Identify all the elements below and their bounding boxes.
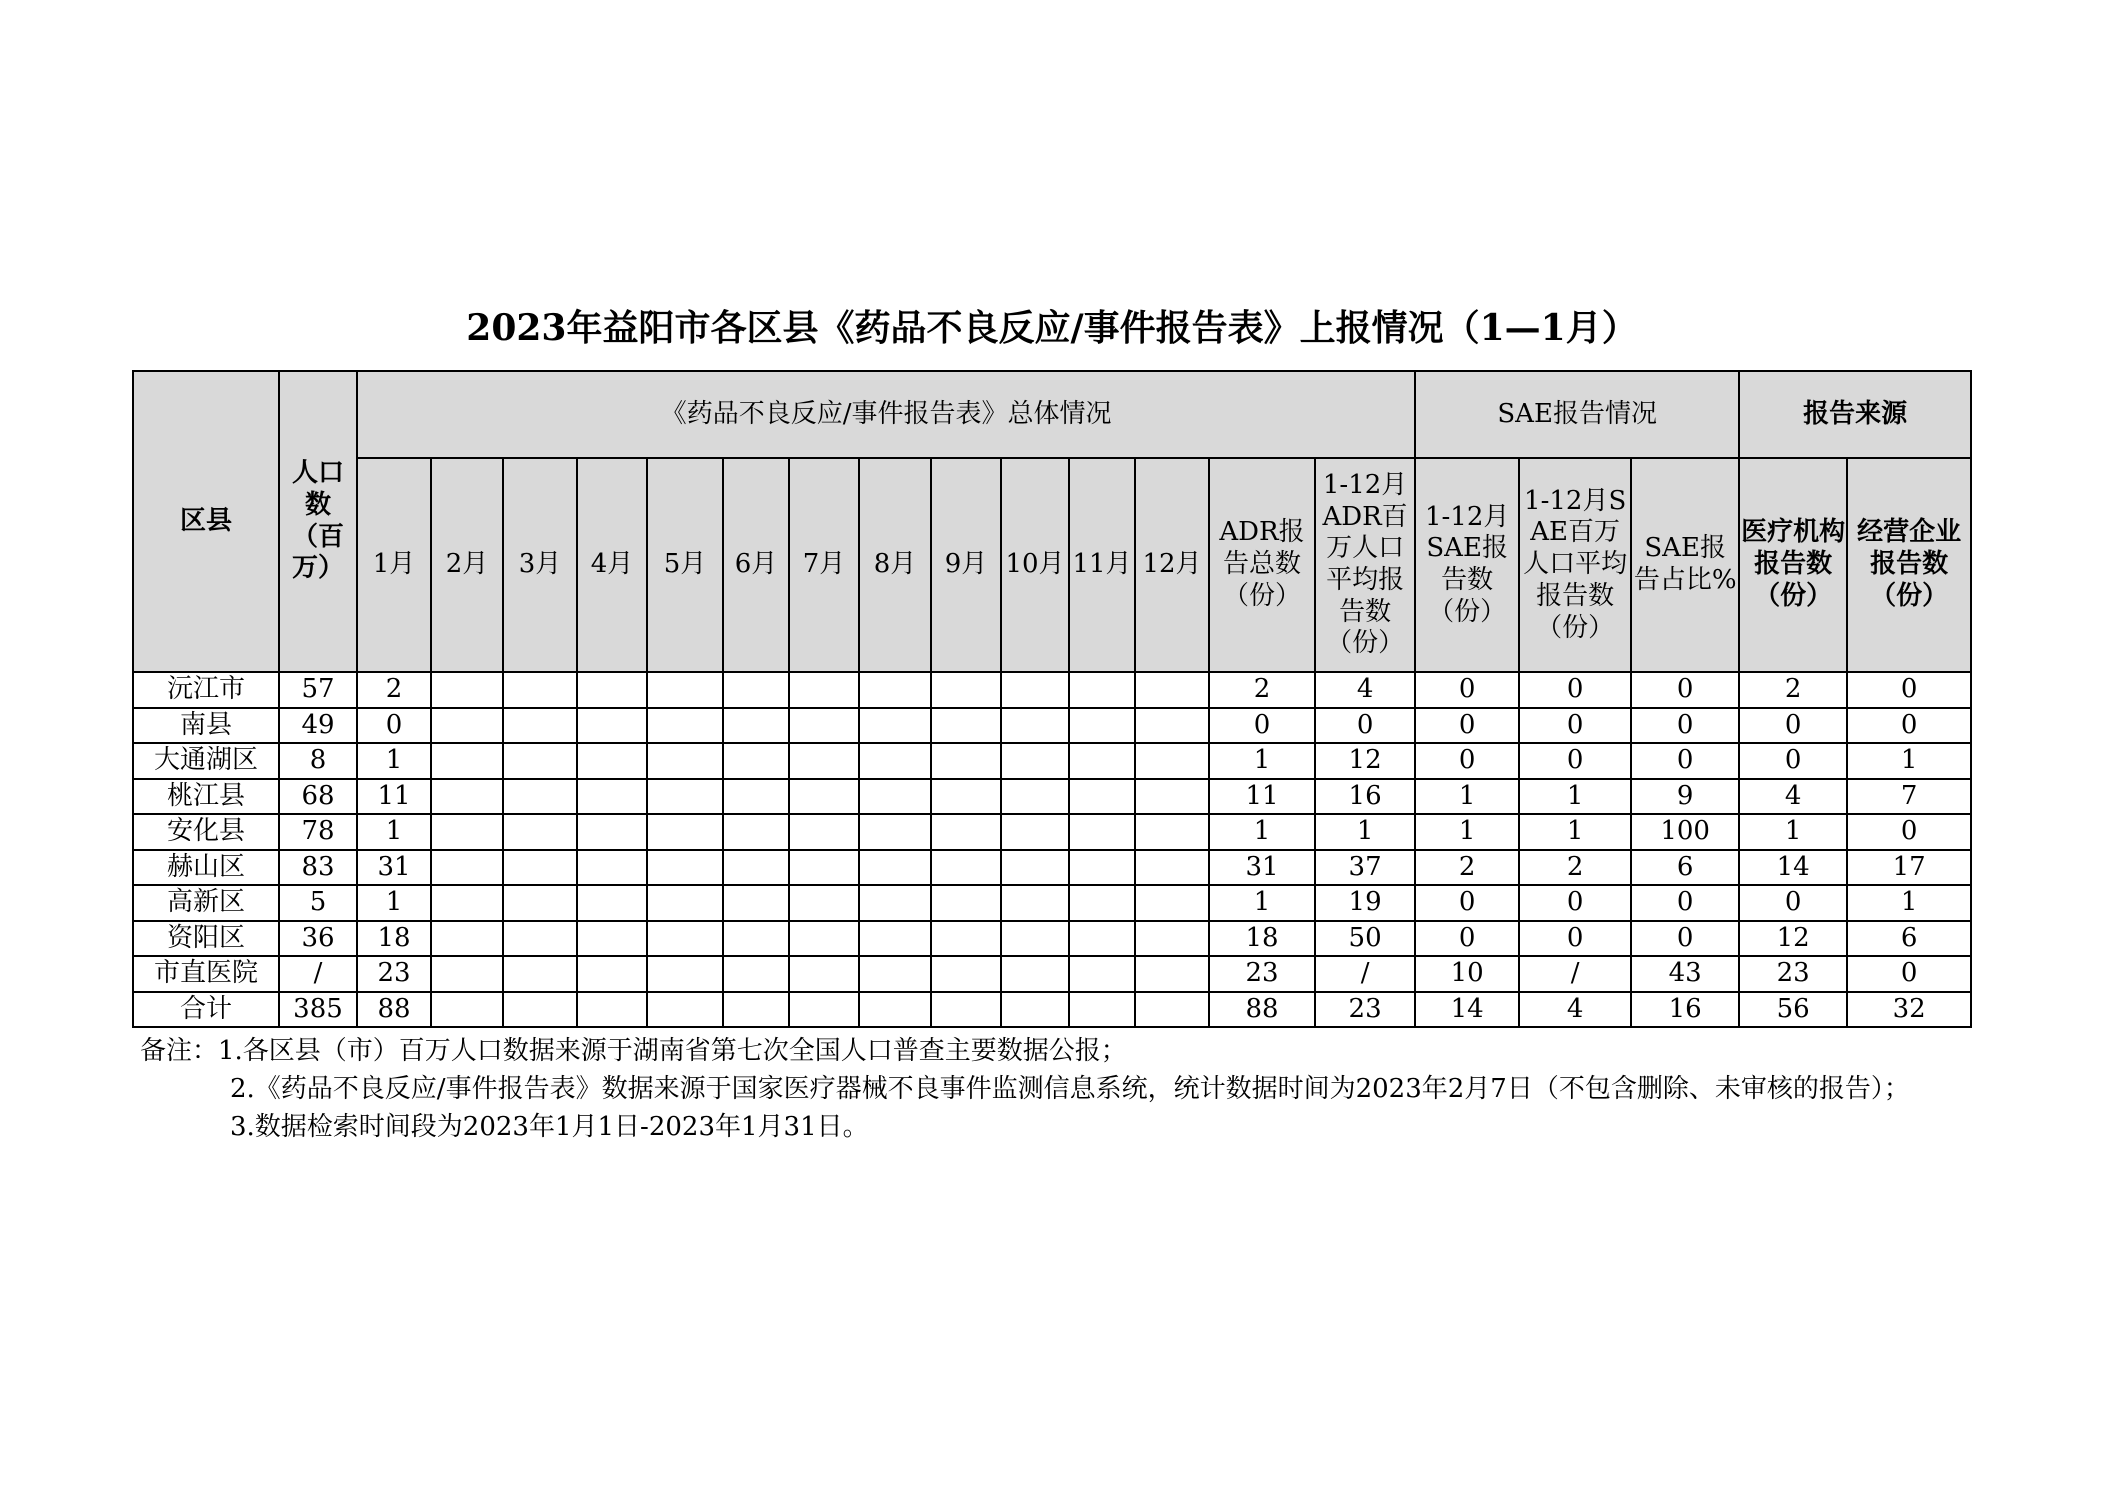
header-overall: 《药品不良反应/事件报告表》总体情况: [357, 371, 1415, 458]
cell-sae-ratio: 16: [1631, 992, 1739, 1028]
cell-month: [859, 956, 931, 992]
cell-sae-count: 2: [1415, 850, 1519, 886]
cell-county: 高新区: [133, 885, 279, 921]
cell-month: [1069, 672, 1135, 708]
cell-month: [577, 779, 647, 815]
cell-month: [1069, 992, 1135, 1028]
cell-medical: 0: [1739, 885, 1847, 921]
cell-month: [431, 992, 503, 1028]
cell-sae-per-million: /: [1519, 956, 1631, 992]
cell-sae-ratio: 6: [1631, 850, 1739, 886]
cell-month: 23: [357, 956, 431, 992]
header-medical: 医疗机构报告数（份）: [1739, 458, 1847, 672]
cell-adr-per-million: 4: [1315, 672, 1415, 708]
cell-population: 8: [279, 743, 357, 779]
cell-month: [789, 956, 859, 992]
cell-month: [1001, 672, 1069, 708]
cell-month: [577, 708, 647, 744]
cell-month: [503, 743, 577, 779]
cell-month: [789, 814, 859, 850]
cell-business: 7: [1847, 779, 1971, 815]
header-month: 1月: [357, 458, 431, 672]
cell-month: [723, 814, 789, 850]
cell-month: [1001, 814, 1069, 850]
cell-month: [859, 672, 931, 708]
cell-sae-count: 0: [1415, 672, 1519, 708]
cell-sae-per-million: 0: [1519, 743, 1631, 779]
cell-month: [789, 779, 859, 815]
cell-medical: 0: [1739, 708, 1847, 744]
table-row: [133, 708, 1971, 744]
cell-sae-per-million: 4: [1519, 992, 1631, 1028]
cell-adr-total: 31: [1209, 850, 1315, 886]
cell-month: [789, 921, 859, 957]
cell-month: [1135, 814, 1209, 850]
cell-month: [723, 743, 789, 779]
header-month: 3月: [503, 458, 577, 672]
cell-month: [931, 814, 1001, 850]
cell-adr-per-million: 50: [1315, 921, 1415, 957]
cell-population: 5: [279, 885, 357, 921]
cell-month: [931, 921, 1001, 957]
cell-month: [1001, 743, 1069, 779]
table-row: [133, 672, 1971, 708]
cell-month: 11: [357, 779, 431, 815]
cell-sae-ratio: 43: [1631, 956, 1739, 992]
cell-month: [503, 885, 577, 921]
cell-sae-ratio: 9: [1631, 779, 1739, 815]
cell-month: [1135, 743, 1209, 779]
cell-sae-per-million: 0: [1519, 885, 1631, 921]
cell-population: /: [279, 956, 357, 992]
cell-month: [503, 672, 577, 708]
cell-month: [647, 779, 723, 815]
header-adr-total: ADR报告总数（份）: [1209, 458, 1315, 672]
cell-month: [723, 885, 789, 921]
table-row: [133, 850, 1971, 886]
cell-month: [931, 956, 1001, 992]
cell-month: [577, 885, 647, 921]
cell-month: [647, 672, 723, 708]
cell-month: [1135, 885, 1209, 921]
cell-month: [723, 708, 789, 744]
cell-month: [647, 921, 723, 957]
cell-county: 大通湖区: [133, 743, 279, 779]
cell-month: [431, 814, 503, 850]
cell-population: 385: [279, 992, 357, 1028]
cell-adr-total: 1: [1209, 814, 1315, 850]
cell-sae-ratio: 100: [1631, 814, 1739, 850]
cell-medical: 0: [1739, 743, 1847, 779]
cell-business: 17: [1847, 850, 1971, 886]
report-table: [132, 370, 1972, 1028]
cell-adr-total: 88: [1209, 992, 1315, 1028]
cell-month: [789, 743, 859, 779]
cell-month: [577, 814, 647, 850]
cell-month: [647, 708, 723, 744]
cell-month: [577, 850, 647, 886]
cell-sae-per-million: 2: [1519, 850, 1631, 886]
header-source: 报告来源: [1739, 371, 1971, 458]
cell-adr-per-million: 19: [1315, 885, 1415, 921]
cell-sae-ratio: 0: [1631, 708, 1739, 744]
cell-medical: 23: [1739, 956, 1847, 992]
cell-month: [1069, 708, 1135, 744]
cell-month: [723, 779, 789, 815]
cell-sae-count: 1: [1415, 779, 1519, 815]
cell-month: [859, 885, 931, 921]
cell-month: [503, 956, 577, 992]
cell-month: [859, 708, 931, 744]
cell-county: 市直医院: [133, 956, 279, 992]
cell-month: [1001, 956, 1069, 992]
cell-adr-total: 1: [1209, 885, 1315, 921]
cell-adr-per-million: 23: [1315, 992, 1415, 1028]
cell-population: 49: [279, 708, 357, 744]
cell-month: [723, 921, 789, 957]
cell-population: 57: [279, 672, 357, 708]
cell-month: [431, 708, 503, 744]
header-adr-per-million: 1-12月ADR百万人口平均报告数（份）: [1315, 458, 1415, 672]
cell-month: [431, 779, 503, 815]
cell-medical: 56: [1739, 992, 1847, 1028]
cell-sae-per-million: 1: [1519, 814, 1631, 850]
cell-adr-per-million: 37: [1315, 850, 1415, 886]
header-month: 9月: [931, 458, 1001, 672]
cell-month: 18: [357, 921, 431, 957]
table-row: [133, 992, 1971, 1028]
header-month: 10月: [1001, 458, 1069, 672]
cell-month: [859, 743, 931, 779]
cell-month: [1001, 779, 1069, 815]
header-month: 5月: [647, 458, 723, 672]
cell-month: [723, 672, 789, 708]
cell-adr-total: 2: [1209, 672, 1315, 708]
cell-month: [859, 779, 931, 815]
cell-month: [503, 708, 577, 744]
cell-month: [503, 850, 577, 886]
cell-adr-per-million: 1: [1315, 814, 1415, 850]
cell-business: 1: [1847, 743, 1971, 779]
cell-month: [789, 885, 859, 921]
cell-month: [723, 850, 789, 886]
table-row: [133, 779, 1971, 815]
cell-month: 31: [357, 850, 431, 886]
note-1: 备注：1.各区县（市）百万人口数据来源于湖南省第七次全国人口普查主要数据公报；: [140, 1036, 1127, 1066]
header-month: 8月: [859, 458, 931, 672]
cell-month: [431, 921, 503, 957]
table-row: [133, 743, 1971, 779]
cell-sae-ratio: 0: [1631, 885, 1739, 921]
cell-month: [647, 992, 723, 1028]
cell-month: [1135, 992, 1209, 1028]
cell-county: 南县: [133, 708, 279, 744]
header-month: 4月: [577, 458, 647, 672]
cell-month: 1: [357, 814, 431, 850]
header-month: 12月: [1135, 458, 1209, 672]
cell-month: [1001, 992, 1069, 1028]
cell-month: [1135, 708, 1209, 744]
cell-adr-total: 1: [1209, 743, 1315, 779]
cell-month: [647, 956, 723, 992]
cell-month: [503, 921, 577, 957]
cell-business: 0: [1847, 956, 1971, 992]
cell-month: [647, 885, 723, 921]
table-row: [133, 921, 1971, 957]
cell-month: [1135, 850, 1209, 886]
cell-month: [931, 672, 1001, 708]
cell-sae-count: 0: [1415, 743, 1519, 779]
cell-month: [931, 743, 1001, 779]
cell-month: [789, 850, 859, 886]
cell-month: [577, 921, 647, 957]
header-business: 经营企业报告数（份）: [1847, 458, 1971, 672]
cell-county: 桃江县: [133, 779, 279, 815]
header-month: 2月: [431, 458, 503, 672]
cell-month: [859, 992, 931, 1028]
cell-month: [931, 992, 1001, 1028]
cell-month: [723, 956, 789, 992]
cell-month: [1001, 850, 1069, 886]
cell-business: 0: [1847, 814, 1971, 850]
cell-population: 68: [279, 779, 357, 815]
table-row: [133, 814, 1971, 850]
header-sae-count: 1-12月SAE报告数（份）: [1415, 458, 1519, 672]
cell-sae-count: 1: [1415, 814, 1519, 850]
cell-sae-per-million: 0: [1519, 672, 1631, 708]
cell-population: 36: [279, 921, 357, 957]
cell-month: [1001, 708, 1069, 744]
cell-month: [1069, 921, 1135, 957]
cell-month: [1001, 885, 1069, 921]
cell-month: [647, 850, 723, 886]
cell-county: 安化县: [133, 814, 279, 850]
cell-population: 78: [279, 814, 357, 850]
note-2: 2.《药品不良反应/事件报告表》数据来源于国家医疗器械不良事件监测信息系统，统计数据时间为2023年2月7日（不包含删除、未审核的报告）；: [230, 1074, 1910, 1104]
cell-medical: 12: [1739, 921, 1847, 957]
table-row: [133, 885, 1971, 921]
cell-month: [723, 992, 789, 1028]
cell-month: [1135, 779, 1209, 815]
cell-medical: 2: [1739, 672, 1847, 708]
cell-month: [931, 708, 1001, 744]
cell-county: 沅江市: [133, 672, 279, 708]
cell-county: 资阳区: [133, 921, 279, 957]
cell-medical: 1: [1739, 814, 1847, 850]
cell-month: [503, 992, 577, 1028]
cell-month: [431, 956, 503, 992]
cell-business: 0: [1847, 672, 1971, 708]
cell-business: 0: [1847, 708, 1971, 744]
cell-month: [431, 885, 503, 921]
cell-month: [1069, 779, 1135, 815]
header-population: 人口数（百万）: [279, 371, 357, 672]
cell-sae-per-million: 0: [1519, 921, 1631, 957]
cell-month: [859, 814, 931, 850]
cell-adr-per-million: 12: [1315, 743, 1415, 779]
cell-county: 赫山区: [133, 850, 279, 886]
cell-month: [1135, 672, 1209, 708]
cell-month: [1135, 921, 1209, 957]
table-body: [133, 672, 1971, 1027]
cell-month: [577, 672, 647, 708]
cell-month: 0: [357, 708, 431, 744]
cell-adr-total: 11: [1209, 779, 1315, 815]
cell-month: [503, 814, 577, 850]
cell-month: [431, 672, 503, 708]
cell-sae-count: 10: [1415, 956, 1519, 992]
cell-adr-total: 23: [1209, 956, 1315, 992]
cell-county: 合计: [133, 992, 279, 1028]
header-month: 7月: [789, 458, 859, 672]
notes: [140, 1032, 1970, 1146]
cell-sae-count: 14: [1415, 992, 1519, 1028]
header-sae-ratio: SAE报告占比%: [1631, 458, 1739, 672]
cell-month: [1069, 850, 1135, 886]
cell-business: 32: [1847, 992, 1971, 1028]
cell-month: [931, 850, 1001, 886]
page-title: 2023年益阳市各区县《药品不良反应/事件报告表》上报情况（1—1月）: [466, 307, 1638, 349]
cell-sae-per-million: 1: [1519, 779, 1631, 815]
cell-sae-count: 0: [1415, 921, 1519, 957]
table-row: [133, 956, 1971, 992]
cell-month: [931, 885, 1001, 921]
cell-sae-count: 0: [1415, 708, 1519, 744]
cell-month: 1: [357, 743, 431, 779]
cell-month: [1069, 956, 1135, 992]
cell-month: [859, 921, 931, 957]
header-county: 区县: [133, 371, 279, 672]
cell-month: [647, 814, 723, 850]
cell-sae-ratio: 0: [1631, 743, 1739, 779]
cell-month: [577, 956, 647, 992]
cell-population: 83: [279, 850, 357, 886]
cell-adr-per-million: /: [1315, 956, 1415, 992]
cell-month: 1: [357, 885, 431, 921]
cell-month: [431, 850, 503, 886]
cell-month: [789, 672, 859, 708]
cell-sae-count: 0: [1415, 885, 1519, 921]
cell-month: [1001, 921, 1069, 957]
cell-month: [577, 743, 647, 779]
header-sae-per-million: 1-12月SAE百万人口平均报告数（份）: [1519, 458, 1631, 672]
cell-month: [431, 743, 503, 779]
header-sae: SAE报告情况: [1415, 371, 1739, 458]
cell-adr-total: 18: [1209, 921, 1315, 957]
cell-month: [577, 992, 647, 1028]
cell-adr-total: 0: [1209, 708, 1315, 744]
cell-month: [647, 743, 723, 779]
cell-medical: 14: [1739, 850, 1847, 886]
header-month: 6月: [723, 458, 789, 672]
cell-month: [789, 992, 859, 1028]
cell-business: 1: [1847, 885, 1971, 921]
cell-adr-per-million: 0: [1315, 708, 1415, 744]
cell-month: [931, 779, 1001, 815]
cell-month: [1069, 814, 1135, 850]
note-3: 3.数据检索时间段为2023年1月1日-2023年1月31日。: [230, 1112, 869, 1142]
cell-month: [1069, 743, 1135, 779]
cell-medical: 4: [1739, 779, 1847, 815]
cell-month: [1135, 956, 1209, 992]
cell-sae-ratio: 0: [1631, 672, 1739, 708]
cell-adr-per-million: 16: [1315, 779, 1415, 815]
cell-sae-ratio: 0: [1631, 921, 1739, 957]
cell-sae-per-million: 0: [1519, 708, 1631, 744]
cell-business: 6: [1847, 921, 1971, 957]
cell-month: [1069, 885, 1135, 921]
cell-month: [859, 850, 931, 886]
cell-month: 88: [357, 992, 431, 1028]
cell-month: [503, 779, 577, 815]
header-month: 11月: [1069, 458, 1135, 672]
cell-month: 2: [357, 672, 431, 708]
cell-month: [789, 708, 859, 744]
